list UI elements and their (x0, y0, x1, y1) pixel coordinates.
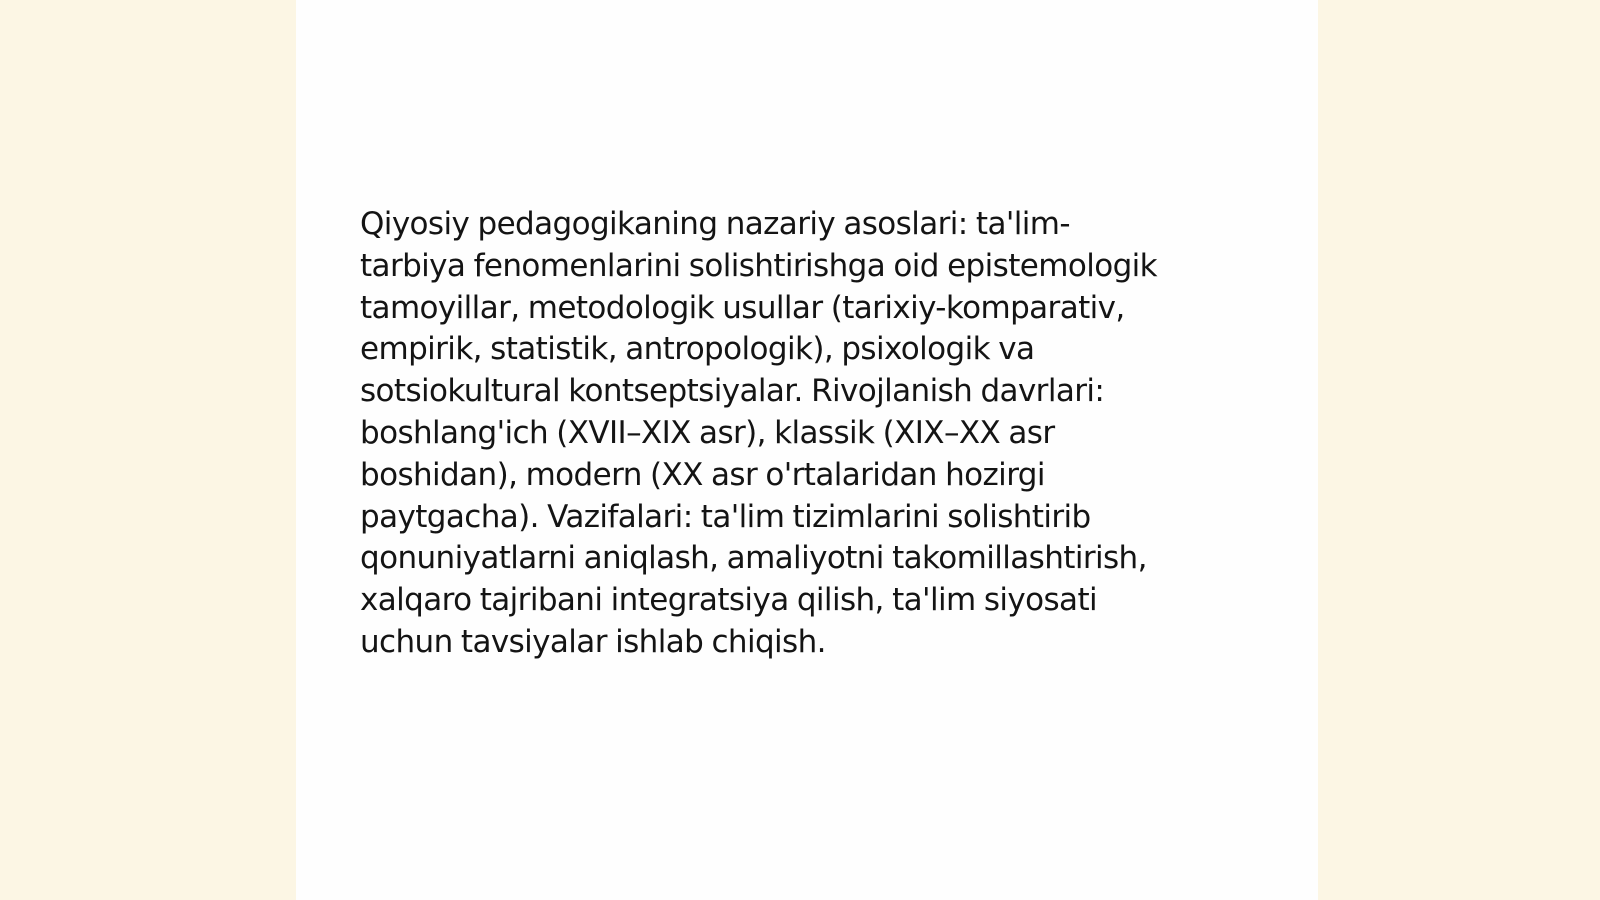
body-line: uchun tavsiyalar ishlab chiqish. (360, 623, 826, 660)
body-line: boshidan), modern (XX asr o'rtalaridan hozirgi (360, 456, 1045, 493)
body-line: boshlang'ich (XVII–XIX asr), klassik (XIX–XX asr (360, 414, 1055, 451)
body-line: tamoyillar, metodologik usullar (tarixiy-komparativ, (360, 289, 1125, 326)
body-line: tarbiya fenomenlarini solishtirishga oid epistemologik (360, 247, 1158, 284)
body-line: Qiyosiy pedagogikaning nazariy asoslari: ta'lim- (360, 206, 1070, 242)
body-line: empirik, statistik, antropologik), psixologik va (360, 331, 1035, 368)
body-line: paytgacha). Vazifalari: ta'lim tizimlarini solishtirib (360, 498, 1091, 535)
slide-body-text (360, 204, 1260, 664)
body-line: sotsiokultural kontseptsiyalar. Rivojlanish davrlari: (360, 373, 1105, 410)
slide-canvas (296, 0, 1318, 900)
left-margin-panel (0, 0, 296, 900)
body-line: qonuniyatlarni aniqlash, amaliyotni takomillashtirish, (360, 540, 1147, 577)
body-line: xalqaro tajribani integratsiya qilish, ta'lim siyosati (360, 582, 1098, 619)
right-margin-panel (1318, 0, 1600, 900)
